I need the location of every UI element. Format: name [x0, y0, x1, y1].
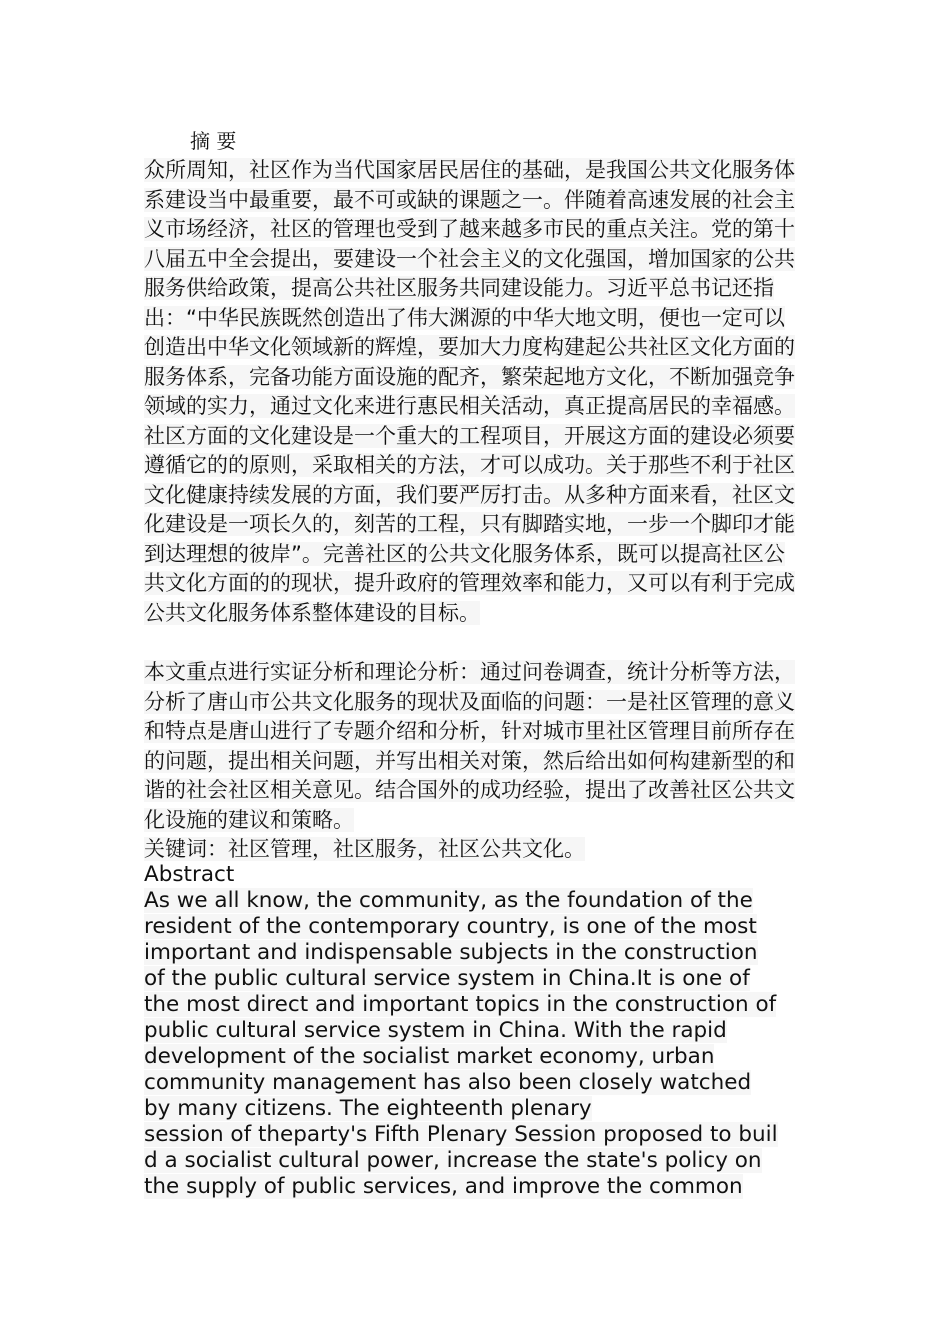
- keywords-text-cn: 关键词：社区管理，社区服务，社区公共文化。: [144, 837, 585, 861]
- abstract-en-line: As we all know, the community, as the foundation of the: [144, 888, 753, 913]
- abstract-en-line: the supply of public services, and improve the common: [144, 1174, 743, 1199]
- abstract-heading-en: Abstract: [144, 862, 235, 887]
- abstract-en-line: community management has also been closely watched: [144, 1070, 752, 1095]
- method-paragraph-cn-text: 本文重点进行实证分析和理论分析：通过问卷调查，统计分析等方法，分析了唐山市公共文化服务的现状及面临的问题：一是社区管理的意义和特点是唐山进行了专题介绍和分析，针对城市里社区管理目前所存在的问题，提出相关问题，并写出相关对策，然后给出如何构建新型的和谐的社会社区相关意见。结合国外的成功经验，提出了改善社区公共文化设施的建议和策略。: [144, 660, 795, 832]
- abstract-en-line: resident of the contemporary country, is one of the most: [144, 914, 757, 939]
- abstract-en-line: important and indispensable subjects in the construction: [144, 940, 758, 965]
- abstract-paragraph-en: [144, 888, 814, 1200]
- abstract-paragraph-cn: [144, 156, 804, 628]
- abstract-paragraph-cn-text: 众所周知，社区作为当代国家居民居住的基础，是我国公共文化服务体系建设当中最重要，最不可或缺的课题之一。伴随着高速发展的社会主义市场经济，社区的管理也受到了越来越多市民的重点关注。党的第十八届五中全会提出，要建设一个社会主义的文化强国，增加国家的公共服务供给政策，提高公共社区服务共同建设能力。习近平总书记还指出：“中华民族既然创造出了伟大渊源的中华大地文明，便也一定可以创造出中华文化领域新的辉煌，要加大力度构建起公共社区文化方面的服务体系，完备功能方面设施的配齐，繁荣起地方文化，不断加强竞争领域的实力，通过文化来进行惠民相关活动，真正提高居民的幸福感。社区方面的文化建设是一个重大的工程项目，开展这方面的建设必须要遵循它的的原则，采取相关的方法，才可以成功。关于那些不利于社区文化健康持续发展的方面，我们要严厉打击。从多种方面来看，社区文化建设是一项长久的，刻苦的工程，只有脚踏实地，一步一个脚印才能到达理想的彼岸”。完善社区的公共文化服务体系，既可以提高社区公共文化方面的的现状，提升政府的管理效率和能力，又可以有利于完成公共文化服务体系整体建设的目标。: [144, 158, 795, 625]
- abstract-en-line: session of theparty's Fifth Plenary Session proposed to buil: [144, 1122, 778, 1147]
- abstract-en-line: by many citizens. The eighteenth plenary: [144, 1096, 592, 1121]
- abstract-en-line: of the public cultural service system in China.It is one of: [144, 966, 750, 991]
- abstract-en-line: development of the socialist market economy, urban: [144, 1044, 715, 1069]
- abstract-en-line: the most direct and important topics in the construction of: [144, 992, 777, 1017]
- keywords-line-cn: [144, 835, 804, 865]
- method-paragraph-cn: [144, 658, 804, 835]
- abstract-en-line: d a socialist cultural power, increase the state's policy on: [144, 1148, 762, 1173]
- abstract-heading-cn: 摘 要: [190, 129, 237, 153]
- abstract-en-line: public cultural service system in China. With the rapid: [144, 1018, 727, 1043]
